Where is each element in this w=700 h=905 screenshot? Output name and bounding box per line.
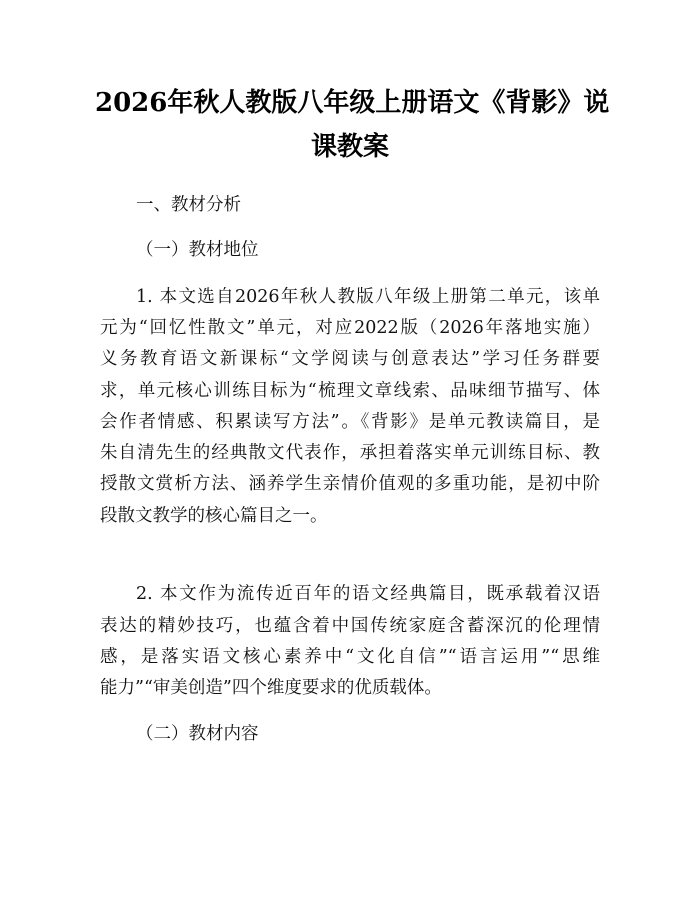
- paragraph-1-line-7: 授散文赏析方法、涵养学生亲情价值观的多重功能，是初中阶: [100, 474, 600, 494]
- paragraph-1-line-5: 会作者情感、积累读写方法”。《背影》是单元教读篇目，是: [100, 412, 600, 432]
- section-heading-textbook-analysis: 一、教材分析: [136, 195, 241, 215]
- paragraph-1-line-2: 元为“回忆性散文”单元，对应2022版（2026年落地实施）: [100, 318, 600, 338]
- paragraph-1-line-8: 段散文教学的核心篇目之一。: [100, 506, 328, 526]
- paragraph-2-line-3: 感，是落实语文核心素养中“文化自信”“语言运用”“思维: [100, 647, 600, 667]
- subsection-heading-textbook-content: （二）教材内容: [136, 724, 259, 744]
- subsection-heading-textbook-position: （一）教材地位: [136, 240, 259, 260]
- paragraph-1-line-6: 朱自清先生的经典散文代表作，承担着落实单元训练目标、教: [100, 443, 600, 463]
- paragraph-2-line-1: 2. 本文作为流传近百年的语文经典篇目，既承载着汉语: [136, 584, 600, 604]
- paragraph-1-line-4: 求，单元核心训练目标为“梳理文章线索、品味细节描写、体: [100, 381, 600, 401]
- paragraph-2-line-2: 表达的精妙技巧，也蕴含着中国传统家庭含蓄深沉的伦理情: [100, 616, 600, 636]
- document-title-line-2: 课教案: [310, 132, 389, 162]
- paragraph-2-line-4: 能力”“审美创造”四个维度要求的优质载体。: [100, 678, 442, 698]
- paragraph-1-line-1: 1. 本文选自2026年秋人教版八年级上册第二单元，该单: [136, 287, 600, 307]
- paragraph-1-line-3: 义务教育语文新课标“文学阅读与创意表达”学习任务群要: [100, 349, 600, 369]
- document-title-line-1: 2026年秋人教版八年级上册语文《背影》说: [95, 88, 610, 118]
